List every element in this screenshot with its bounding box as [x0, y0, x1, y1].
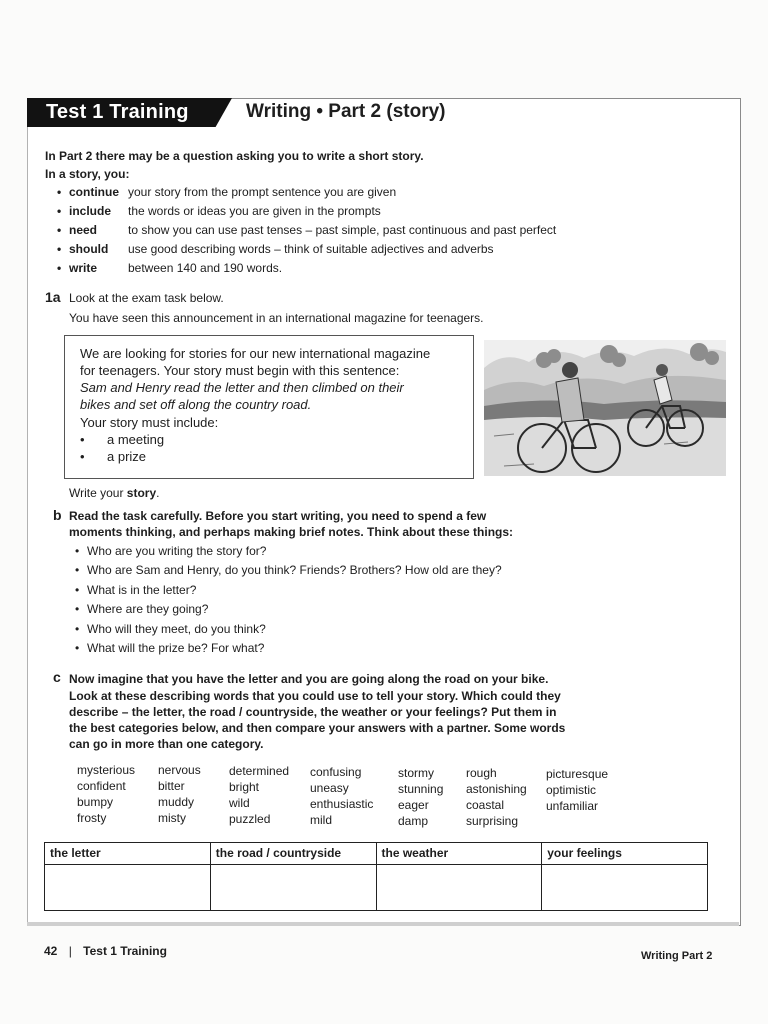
word: damp: [398, 814, 429, 828]
footer-separator: |: [68, 944, 72, 958]
frame-shadow: [27, 922, 739, 926]
word: eager: [398, 798, 429, 812]
intro-item-text: the words or ideas you are given in the prompts: [128, 204, 381, 218]
task-1a-instruction: Look at the exam task below.: [69, 291, 224, 305]
word: mysterious: [77, 763, 136, 777]
task-b-question: • What is in the letter?: [87, 583, 196, 597]
word: bright: [229, 780, 260, 794]
answer-row: [45, 865, 708, 911]
page-footer: [44, 944, 167, 958]
word: picturesque: [546, 767, 609, 781]
word: nervous: [158, 763, 201, 777]
word-column: [229, 763, 289, 827]
intro-item-text: your story from the prompt sentence you are given: [128, 185, 397, 199]
task-number-1a: 1a: [45, 289, 61, 305]
prompt-sentence: Sam and Henry read the letter and then climbed on their: [80, 380, 404, 395]
write-instruction: [69, 486, 159, 500]
intro-item-text: between 140 and 190 words.: [128, 261, 283, 275]
intro-line-2: In a story, you:: [45, 167, 130, 181]
box-line: We are looking for stories for our new international magazine: [80, 346, 431, 361]
write-pre: Write your: [69, 486, 127, 500]
word-column: [546, 766, 608, 814]
column-header-letter: the letter: [45, 843, 211, 865]
exam-task-box: [64, 335, 474, 479]
word: astonishing: [466, 782, 527, 796]
task-b-question: • Where are they going?: [87, 602, 208, 616]
answer-cell-road[interactable]: [210, 865, 376, 911]
task-b-line: Read the task carefully. Before you start writing, you need to spend a few: [69, 509, 487, 523]
column-header-weather: the weather: [376, 843, 542, 865]
word: muddy: [158, 795, 195, 809]
word: uneasy: [310, 781, 349, 795]
intro-key: • write: [69, 261, 97, 275]
two-cyclists-illustration: [484, 340, 726, 476]
prompt-sentence: bikes and set off along the country road.: [80, 397, 312, 412]
page-heading: Writing • Part 2 (story): [246, 101, 446, 122]
word-column: [398, 765, 443, 829]
table-header-row: [45, 843, 708, 865]
column-header-feelings: your feelings: [542, 843, 708, 865]
column-header-road: the road / countryside: [210, 843, 376, 865]
word-column: [466, 765, 527, 829]
write-bold: story: [126, 486, 157, 500]
task-b-question: • Who are Sam and Henry, do you think? Friends? Brothers? How old are they?: [87, 563, 502, 577]
task-b-question: • Who will they meet, do you think?: [87, 622, 266, 636]
footer-running-title: Writing Part 2: [641, 950, 713, 962]
page-number: 42: [44, 944, 58, 958]
task-b-question: • What will the prize be? For what?: [87, 641, 264, 655]
intro-item-text: use good describing words – think of suitable adjectives and adverbs: [128, 242, 494, 256]
word: confident: [77, 779, 126, 793]
intro-key: • continue: [69, 185, 119, 199]
word-column: [310, 764, 373, 828]
word: puzzled: [229, 812, 271, 826]
word: enthusiastic: [310, 797, 374, 811]
answer-cell-feelings[interactable]: [542, 865, 708, 911]
word: stormy: [398, 766, 434, 780]
word: wild: [229, 796, 250, 810]
word: frosty: [77, 811, 107, 825]
test-badge: Test 1 Training: [46, 101, 189, 123]
box-line: Your story must include:: [80, 415, 219, 430]
box-bullet-text: a meeting: [107, 432, 165, 447]
category-table: [44, 842, 708, 911]
task-letter-c: c: [53, 669, 61, 685]
task-c-line: Look at these describing words that you could use to tell your story. Which could they: [69, 689, 561, 703]
word-column: [158, 762, 201, 826]
task-b-line: moments thinking, and perhaps making brief notes. Think about these things:: [69, 525, 514, 539]
intro-key: • need: [69, 223, 97, 237]
intro-item-text: to show you can use past tenses – past simple, past continuous and past perfect: [128, 223, 557, 237]
task-c-line: the best categories below, and then compare your answers with a partner. Some words: [69, 721, 566, 735]
word-column: [77, 762, 135, 826]
word: determined: [229, 764, 290, 778]
word: mild: [310, 813, 333, 827]
word: rough: [466, 766, 497, 780]
box-bullet-text: a prize: [107, 449, 147, 464]
word: optimistic: [546, 783, 597, 797]
word: confusing: [310, 765, 362, 779]
answer-cell-weather[interactable]: [376, 865, 542, 911]
word: bumpy: [77, 795, 114, 809]
task-c-line: can go in more than one category.: [69, 737, 264, 751]
task-c-line: describe – the letter, the road / countryside, the weather or your feelings? Put them in: [69, 705, 557, 719]
word: misty: [158, 811, 186, 825]
word: surprising: [466, 814, 519, 828]
footer-section: Test 1 Training: [83, 944, 167, 958]
task-1a-context: You have seen this announcement in an international magazine for teenagers.: [69, 311, 484, 325]
bullet-icon: •: [80, 432, 85, 447]
intro-key: • include: [69, 204, 111, 218]
answer-cell-letter[interactable]: [45, 865, 211, 911]
word: stunning: [398, 782, 444, 796]
task-letter-b: b: [53, 507, 62, 523]
box-line: for teenagers. Your story must begin with this sentence:: [80, 363, 400, 378]
bullet-icon: •: [80, 449, 85, 464]
word: bitter: [158, 779, 185, 793]
word: unfamiliar: [546, 799, 599, 813]
intro-line-1: In Part 2 there may be a question asking you to write a short story.: [45, 149, 424, 163]
write-post: .: [156, 486, 160, 500]
task-b-question: • Who are you writing the story for?: [87, 544, 266, 558]
task-c-line: Now imagine that you have the letter and you are going along the road on your bike.: [69, 672, 549, 686]
word: coastal: [466, 798, 505, 812]
intro-key: • should: [69, 242, 108, 256]
